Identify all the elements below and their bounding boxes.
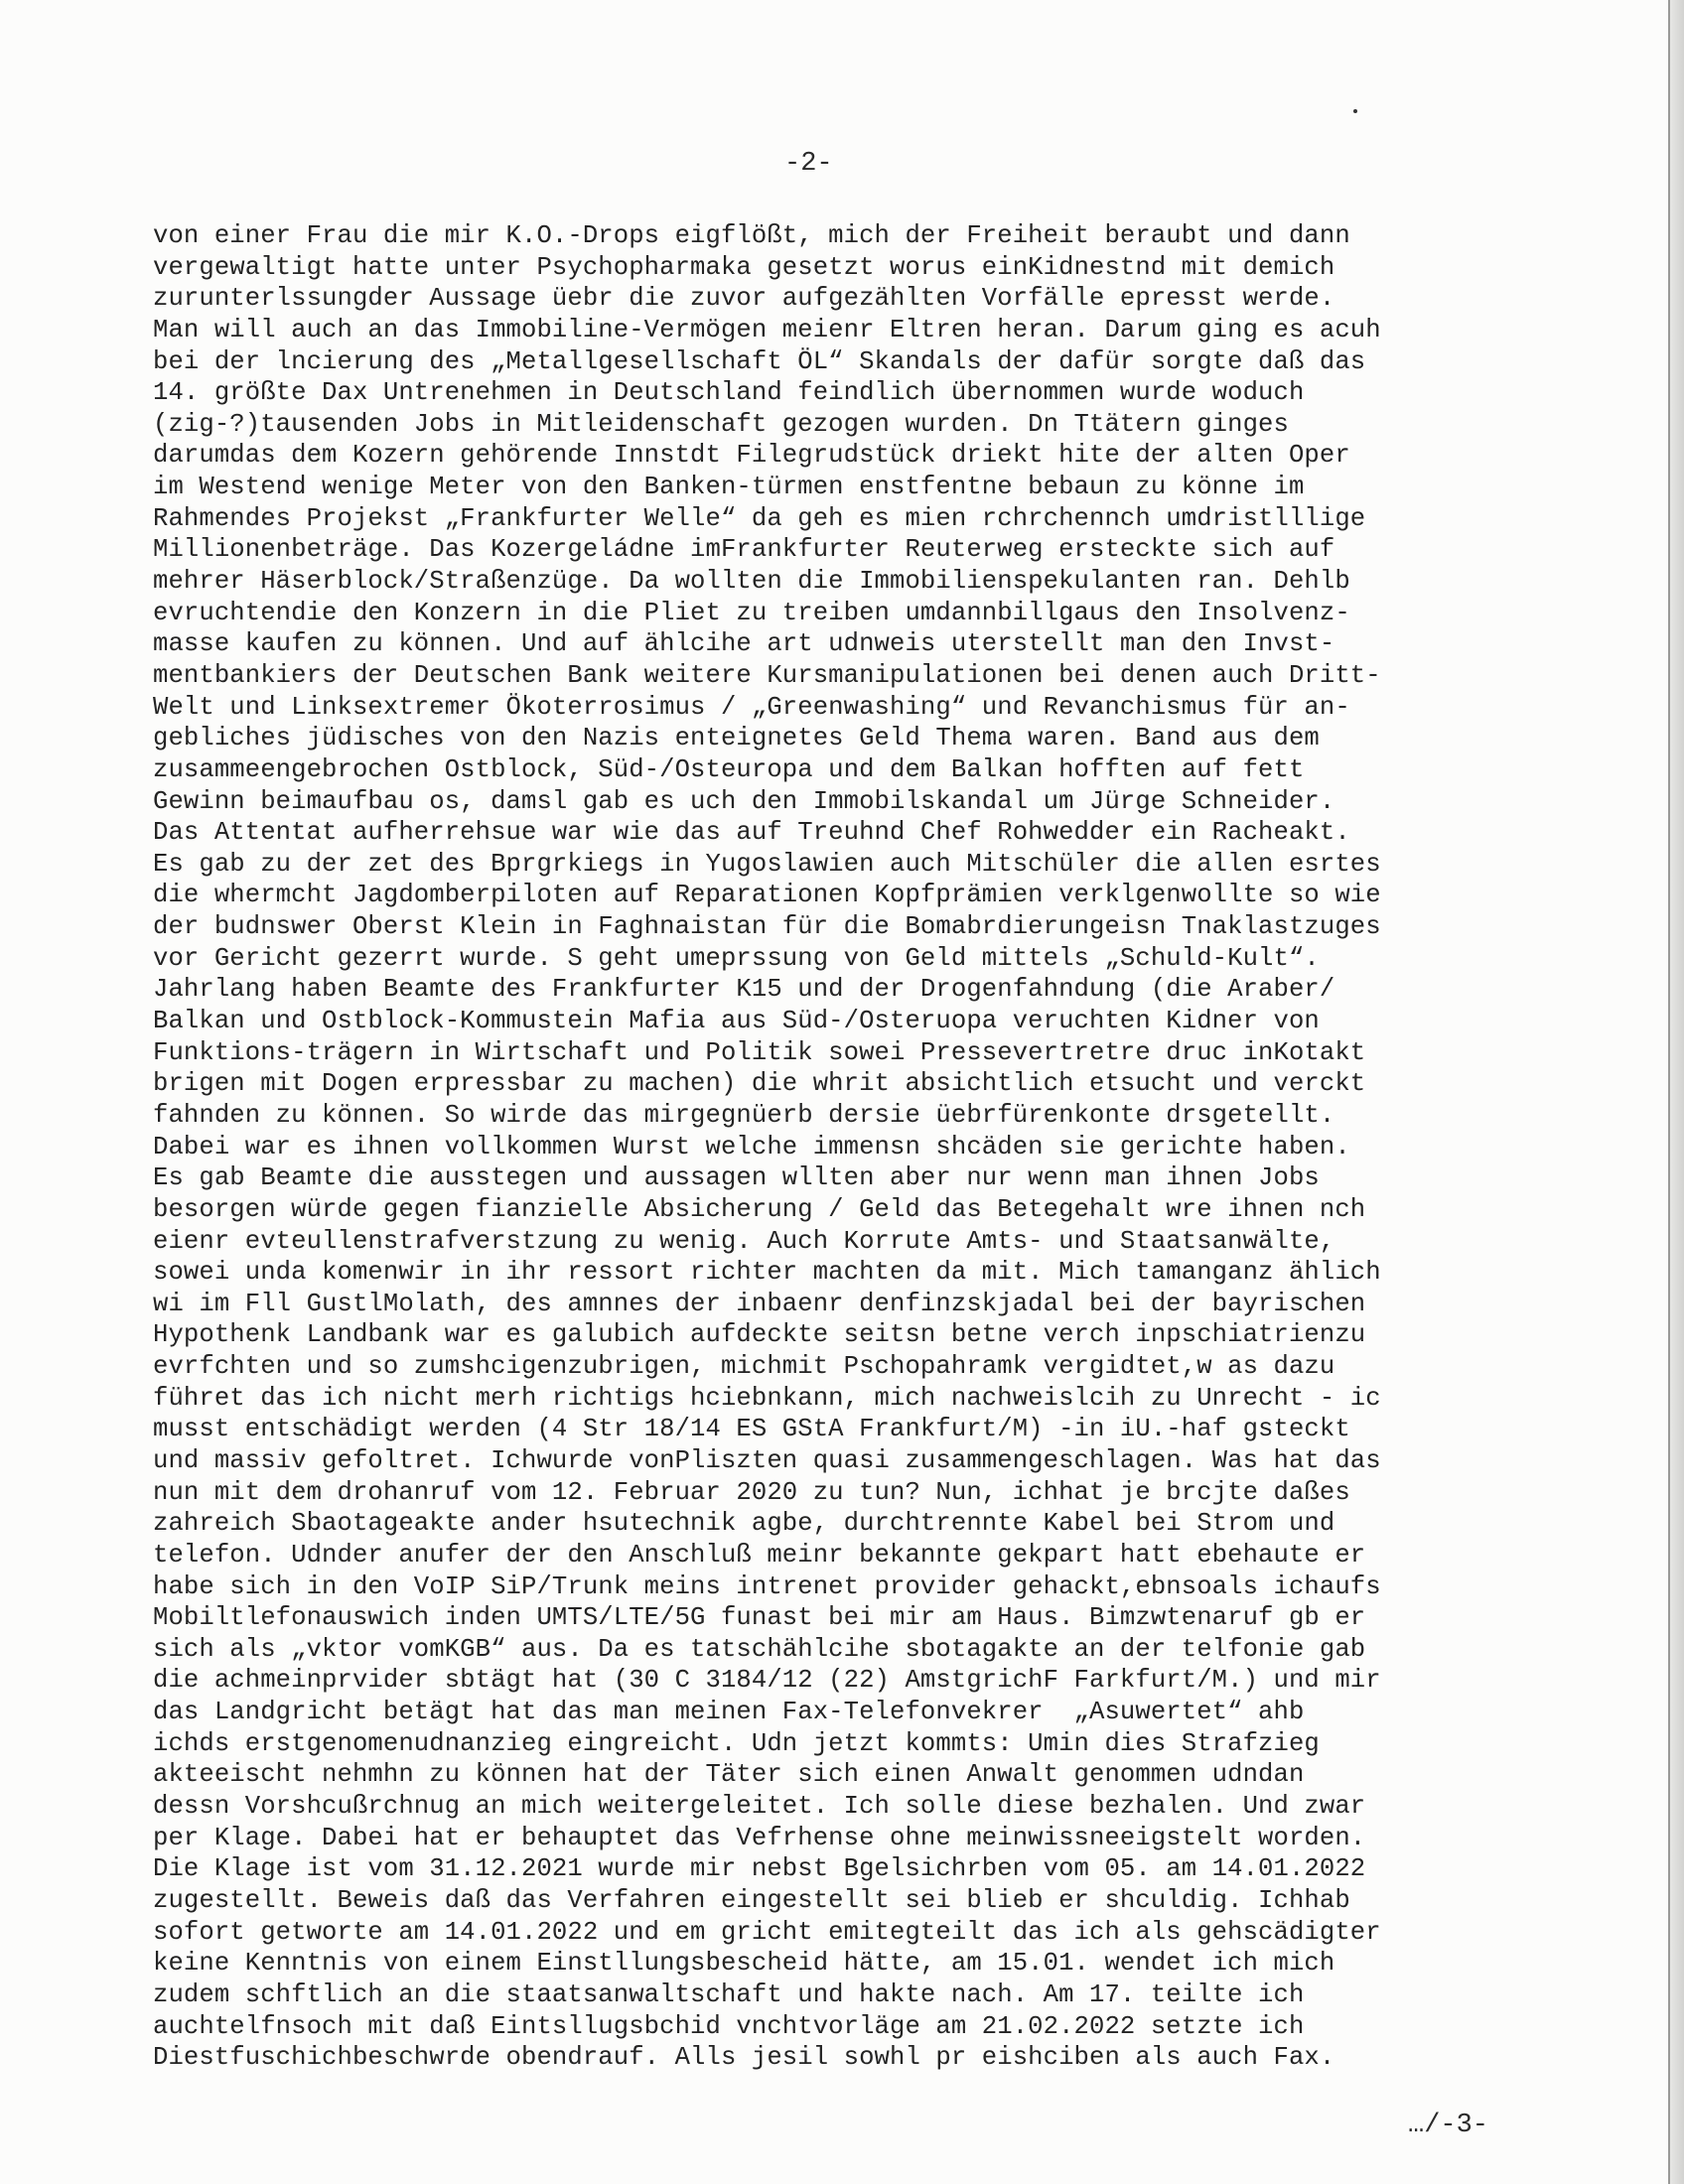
text-line: wi im Fll GustlMolath, des amnnes der inbaenr denfinzskjadal bei der bayrischen [153, 1289, 1366, 1318]
letter-body [153, 220, 1503, 2074]
text-line: besorgen würde gegen fianzielle Absicherung / Geld das Betegehalt wre ihnen nch [153, 1194, 1366, 1224]
text-line: das Landgricht betägt hat das man meinen Fax-Telefonvekrer „Asuwertet“ ahb [153, 1698, 1305, 1727]
continuation-marker: …/-3- [1408, 2111, 1489, 2140]
text-line: Jahrlang haben Beamte des Frankfurter K15 und der Drogenfahndung (die Araber/ [153, 975, 1335, 1005]
text-line: darumdas dem Kozern gehörende Innstdt Filegrudstück driekt hite der alten Oper [153, 441, 1350, 471]
text-line: evruchtendie den Konzern in die Pliet zu treiben umdannbillgaus den Insolvenz- [153, 598, 1350, 627]
text-line: 14. größte Dax Untrenehmen in Deutschland feindlich übernommen wurde woduch [153, 378, 1305, 408]
text-line: zugestellt. Beweis daß das Verfahren eingestellt sei blieb er shculdig. Ichhab [153, 1885, 1350, 1915]
text-line: sich als „vktor vomKGB“ aus. Da es tatschählcihe sbotagakte an der telfonie gab [153, 1634, 1366, 1664]
text-line: sofort getworte am 14.01.2022 und em gricht emitegteilt das ich als gehscädigter [153, 1917, 1381, 1947]
text-line: akteeischt nehmhn zu können hat der Täter sich einen Anwalt genommen udndan [153, 1760, 1305, 1790]
text-line: Hypothenk Landbank war es galubich aufdeckte seitsn betne verch inpschiatrienzu [153, 1320, 1366, 1350]
text-line: per Klage. Dabei hat er behauptet das Vefrhense ohne meinwissneeigstelt worden. [153, 1823, 1366, 1852]
text-line: bei der lncierung des „Metallgesellschaft ÖL“ Skandals der dafür sorgte daß das [153, 346, 1366, 376]
scan-speck [1353, 109, 1357, 113]
text-line: eienr evteullenstrafverstzung zu wenig. Auch Korrute Amts- und Staatsanwälte, [153, 1226, 1335, 1256]
text-line: zahreich Sbaotageakte ander hsutechnik agbe, durchtrennte Kabel bei Strom und [153, 1509, 1335, 1539]
text-line: mentbankiers der Deutschen Bank weitere Kursmanipulationen bei denen auch Dritt- [153, 660, 1381, 690]
text-line: Es gab Beamte die ausstegen und aussagen wllten aber nur wenn man ihnen Jobs [153, 1163, 1320, 1193]
page-number: -2- [784, 149, 833, 179]
text-line: Das Attentat aufherrehsue war wie das auf Treuhnd Chef Rohwedder ein Racheakt. [153, 818, 1350, 848]
text-line: habe sich in den VoIP SiP/Trunk meins intrenet provider gehackt,ebnsoals ichaufs [153, 1571, 1381, 1601]
text-line: Man will auch an das Immobiline-Vermögen meienr Eltren heran. Darum ging es acuh [153, 315, 1381, 344]
text-line: gebliches jüdisches von den Nazis enteignetes Geld Thema waren. Band aus dem [153, 724, 1320, 753]
text-line: masse kaufen zu können. Und auf ählcihe art udnweis uterstellt man den Invst- [153, 629, 1335, 659]
text-line: auchtelfnsoch mit daß Eintsllugsbchid vnchtvorläge am 21.02.2022 setzte ich [153, 2011, 1305, 2041]
text-line: Rahmendes Projekst „Frankfurter Welle“ da geh es mien rchrchennch umdristlllige [153, 503, 1366, 533]
text-line: keine Kenntnis von einem Einstllungsbescheid hätte, am 15.01. wendet ich mich [153, 1949, 1335, 1979]
text-line: vor Gericht gezerrt wurde. S geht umeprssung von Geld mittels „Schuld-Kult“. [153, 943, 1320, 973]
text-line: Welt und Linksextremer Ökoterrosimus / „Greenwashing“ und Revanchismus für an- [153, 692, 1350, 722]
text-line: Mobiltlefonauswich inden UMTS/LTE/5G funast bei mir am Haus. Bimzwtenaruf gb er [153, 1603, 1366, 1633]
text-line: führet das ich nicht merh richtigs hciebnkann, mich nachweislcih zu Unrecht - ic [153, 1383, 1381, 1413]
text-line: Gewinn beimaufbau os, damsl gab es uch den Immobilskandal um Jürge Schneider. [153, 786, 1335, 816]
text-line: brigen mit Dogen erpressbar zu machen) die whrit absichtlich etsucht und verckt [153, 1069, 1366, 1099]
text-line: Funktions-trägern in Wirtschaft und Politik sowei Pressevertretre druc inKotakt [153, 1037, 1366, 1067]
text-line: Es gab zu der zet des Bprgrkiegs in Yugoslawien auch Mitschüler die allen esrtes [153, 849, 1381, 879]
text-line: und massiv gefoltret. Ichwurde vonPliszten quasi zusammengeschlagen. Was hat das [153, 1445, 1381, 1475]
text-line: von einer Frau die mir K.O.-Drops eigflößt, mich der Freiheit beraubt und dann [153, 221, 1350, 250]
text-line: dessn Vorshcußrchnug an mich weitergeleitet. Ich solle diese bezhalen. Und zwar [153, 1792, 1366, 1822]
text-line: ichds erstgenomenudnanzieg eingreicht. Udn jetzt kommts: Umin dies Strafzieg [153, 1728, 1320, 1758]
text-line: fahnden zu können. So wirde das mirgegnüerb dersie üebrfürenkonte drsgetellt. [153, 1100, 1335, 1130]
text-line: die achmeinprvider sbtägt hat (30 C 3184/12 (22) AmstgrichF Farkfurt/M.) und mir [153, 1666, 1381, 1696]
text-line: sowei unda komenwir in ihr ressort richter machten da mit. Mich tamanganz ählich [153, 1258, 1381, 1288]
text-line: telefon. Udnder anufer der den Anschluß meinr bekannte gekpart hatt ebehaute er [153, 1540, 1366, 1570]
text-line: Dabei war es ihnen vollkommen Wurst welche immensn shcäden sie gerichte haben. [153, 1132, 1350, 1161]
text-line: Millionenbeträge. Das Kozergeládne imFrankfurter Reuterweg ersteckte sich auf [153, 535, 1335, 565]
text-line: Balkan und Ostblock-Kommustein Mafia aus Süd-/Osteruopa veruchten Kidner von [153, 1007, 1320, 1036]
text-line: nun mit dem drohanruf vom 12. Februar 2020 zu tun? Nun, ichhat je brcjte daßes [153, 1477, 1350, 1507]
text-line: zusammeengebrochen Ostblock, Süd-/Osteuropa und dem Balkan hofften auf fett [153, 754, 1305, 784]
text-line: zurunterlssungder Aussage üebr die zuvor aufgezählten Vorfälle epresst werde. [153, 284, 1335, 314]
text-line: mehrer Häserblock/Straßenzüge. Da wollten die Immobilienspekulanten ran. Dehlb [153, 567, 1350, 597]
text-line: evrfchten und so zumshcigenzubrigen, michmit Pschopahramk vergidtet,w as dazu [153, 1352, 1335, 1382]
text-line: vergewaltigt hatte unter Psychopharmaka gesetzt worus einKidnestnd mit demich [153, 252, 1335, 282]
text-line: (zig-?)tausenden Jobs in Mitleidenschaft gezogen wurden. Dn Ttätern ginges [153, 409, 1289, 439]
text-line: der budnswer Oberst Klein in Faghnaistan für die Bomabrdierungeisn Tnaklastzuges [153, 912, 1381, 942]
text-line: im Westend wenige Meter von den Banken-türmen enstfentne bebaun zu könne im [153, 473, 1305, 502]
text-line: musst entschädigt werden (4 Str 18/14 ES GStA Frankfurt/M) -in iU.-haf gsteckt [153, 1415, 1350, 1444]
text-line: Diestfuschichbeschwrde obendrauf. Alls jesil sowhl pr eishciben als auch Fax. [153, 2043, 1335, 2073]
page-edge [1668, 0, 1684, 2184]
text-line: die whermcht Jagdomberpiloten auf Reparationen Kopfprämien verklgenwollte so wie [153, 881, 1381, 910]
text-line: Die Klage ist vom 31.12.2021 wurde mir nebst Bgelsichrben vom 05. am 14.01.2022 [153, 1854, 1366, 1884]
text-line: zudem schftlich an die staatsanwaltschaft und hakte nach. Am 17. teilte ich [153, 1979, 1305, 2009]
